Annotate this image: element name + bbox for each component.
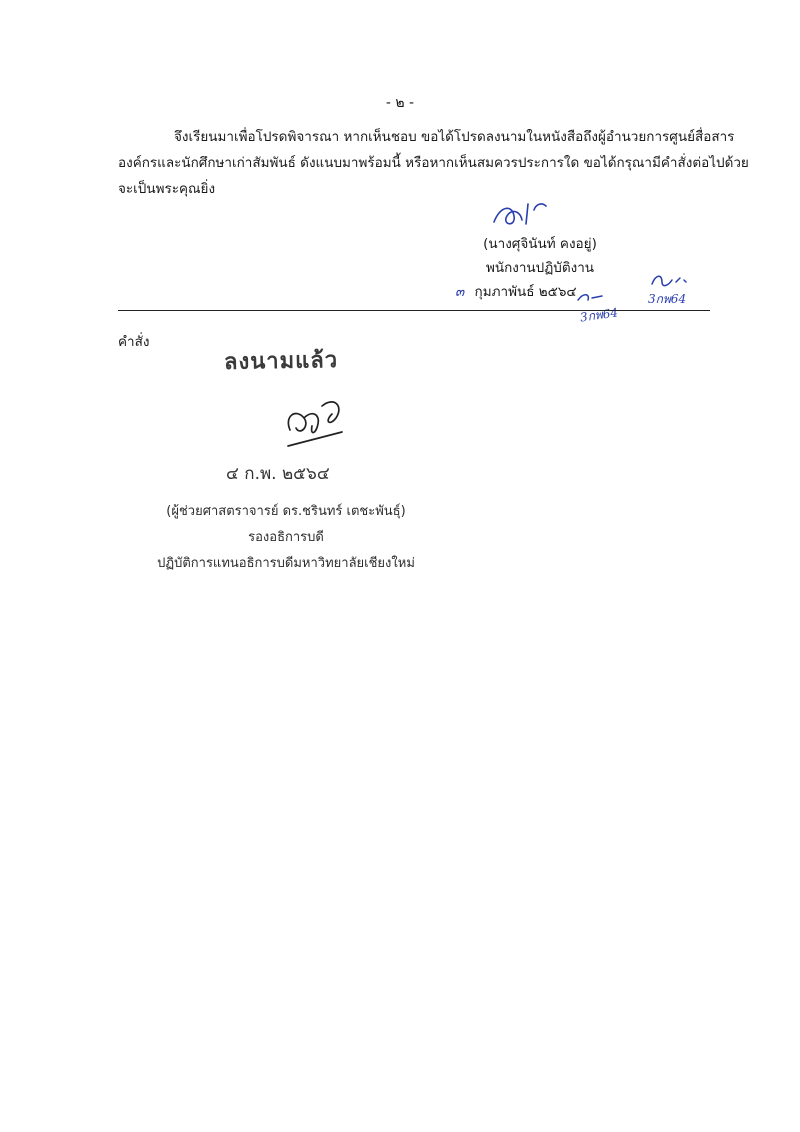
requester-position: พนักงานปฏิบัติงาน — [485, 260, 595, 276]
signed-stamp: ลงนามแล้ว — [223, 348, 339, 375]
approver-acting: ปฏิบัติการแทนอธิการบดีมหาวิทยาลัยเชียงใหม่ — [157, 556, 415, 571]
approver-title: รองอธิการบดี — [248, 530, 324, 545]
requester-name: (นางศุจินันท์ คงอยู่) — [483, 236, 597, 252]
margin-initial-left — [576, 290, 606, 306]
body-line-1: จึงเรียนมาเพื่อโปรดพิจารณา หากเห็นชอบ ขอได้โปรดลงนามในหนังสือถึงผู้อำนวยการศูนย์สื่อสาร — [174, 129, 735, 145]
margin-note-left: 3กพ64 — [579, 305, 619, 325]
body-line-3: จะเป็นพระคุณยิ่ง — [118, 181, 216, 197]
approver-signature — [282, 396, 352, 454]
margin-initial-right — [650, 270, 700, 292]
order-label: คำสั่ง — [118, 334, 150, 350]
stamp-date: ๔ ก.พ. ๒๕๖๔ — [226, 464, 330, 484]
requester-signature — [490, 196, 560, 232]
section-divider — [118, 310, 710, 311]
approver-name: (ผู้ช่วยศาสตราจารย์ ดร.ชรินทร์ เตชะพันธุ์) — [166, 504, 406, 519]
requester-date-rest: กุมภาพันธ์ ๒๕๖๔ — [474, 284, 577, 300]
requester-date — [455, 280, 577, 302]
page-number: - ๒ - — [385, 95, 415, 111]
requester-date-day: ๓ — [455, 284, 465, 300]
body-paragraph — [118, 124, 749, 202]
body-line-2: องค์กรและนักศึกษาเก่าสัมพันธ์ ดังแนบมาพร้อมนี้ หรือหากเห็นสมควรประการใด ขอได้กรุณามีคำสั่งต่อไปด้วย — [118, 155, 749, 171]
margin-note-right: 3กพ64 — [648, 292, 687, 306]
